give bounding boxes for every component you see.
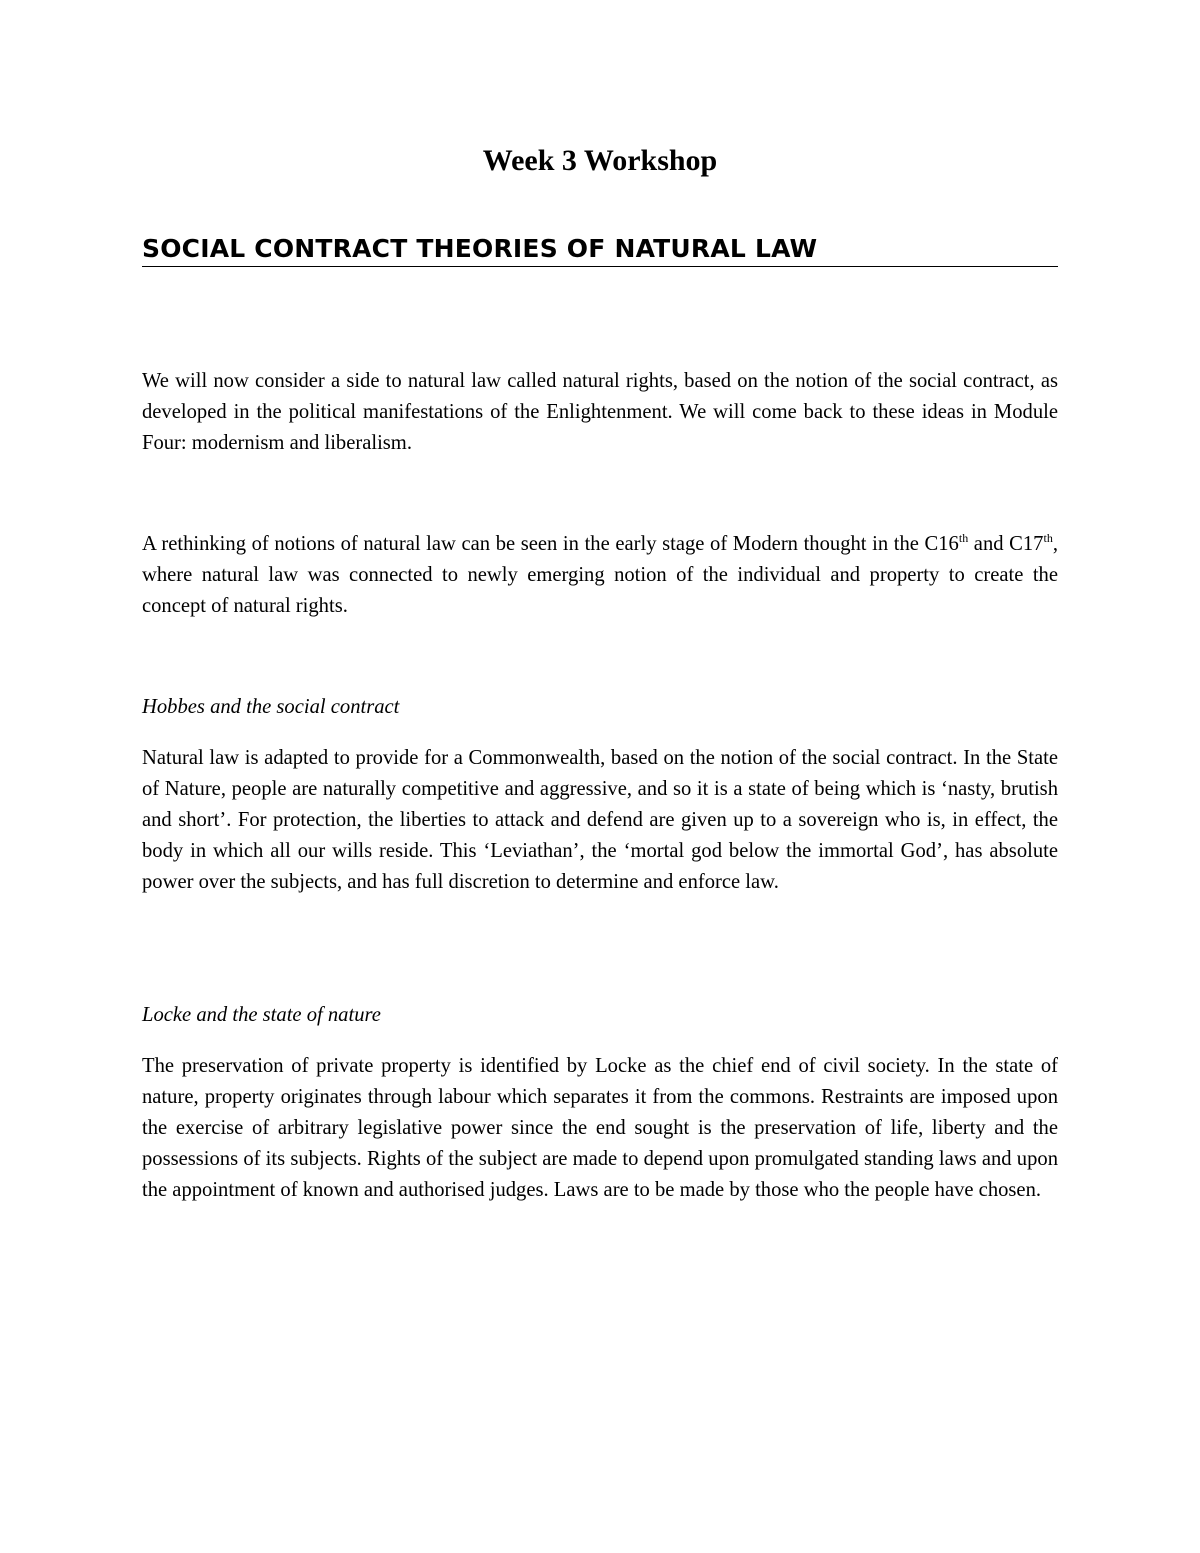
rethinking-text-part3: , where natural law was connected to newly emerging notion of the individual and property to create the concept of natural rights.	[142, 533, 1058, 617]
locke-subheading: Locke and the state of nature	[142, 1004, 381, 1026]
locke-paragraph: The preservation of private property is identified by Locke as the chief end of civil society. In the state of nature, property originates through labour which separates it from the commons. Restraints are imposed upon the exercise of arbitrary legislative power since the end sought is the preservation of life, liberty and the possessions of its subjects. Rights of the subject are made to depend upon promulgated standing laws and upon the appointment of known and authorised judges. Laws are to be made by those who the people have chosen.	[142, 1055, 1058, 1201]
intro-paragraph: We will now consider a side to natural law called natural rights, based on the notion of the social contract, as developed in the political manifestations of the Enlightenment. We will come back to these ideas in Module Four: modernism and liberalism.	[142, 370, 1058, 454]
superscript-th-1: th	[958, 531, 969, 545]
rethinking-paragraph	[142, 529, 1058, 622]
superscript-th-2: th	[1043, 531, 1053, 545]
section-heading: SOCIAL CONTRACT THEORIES OF NATURAL LAW	[142, 232, 1058, 267]
hobbes-paragraph: Natural law is adapted to provide for a Commonwealth, based on the notion of the social contract. In the State of Nature, people are naturally competitive and aggressive, and so it is a state of being which is ‘nasty, brutish and short’. For protection, the liberties to attack and defend are given up to a sovereign who is, in effect, the body in which all our wills reside. This ‘Leviathan’, the ‘mortal god below the immortal God’, has absolute power over the subjects, and has full discretion to determine and enforce law.	[142, 747, 1058, 893]
hobbes-subheading: Hobbes and the social contract	[142, 696, 400, 718]
document-title: Week 3 Workshop	[482, 144, 718, 177]
rethinking-text-part1: A rethinking of notions of natural law can be seen in the early stage of Modern thought in the C16	[142, 533, 959, 555]
rethinking-text-part2: and C17	[968, 533, 1044, 555]
